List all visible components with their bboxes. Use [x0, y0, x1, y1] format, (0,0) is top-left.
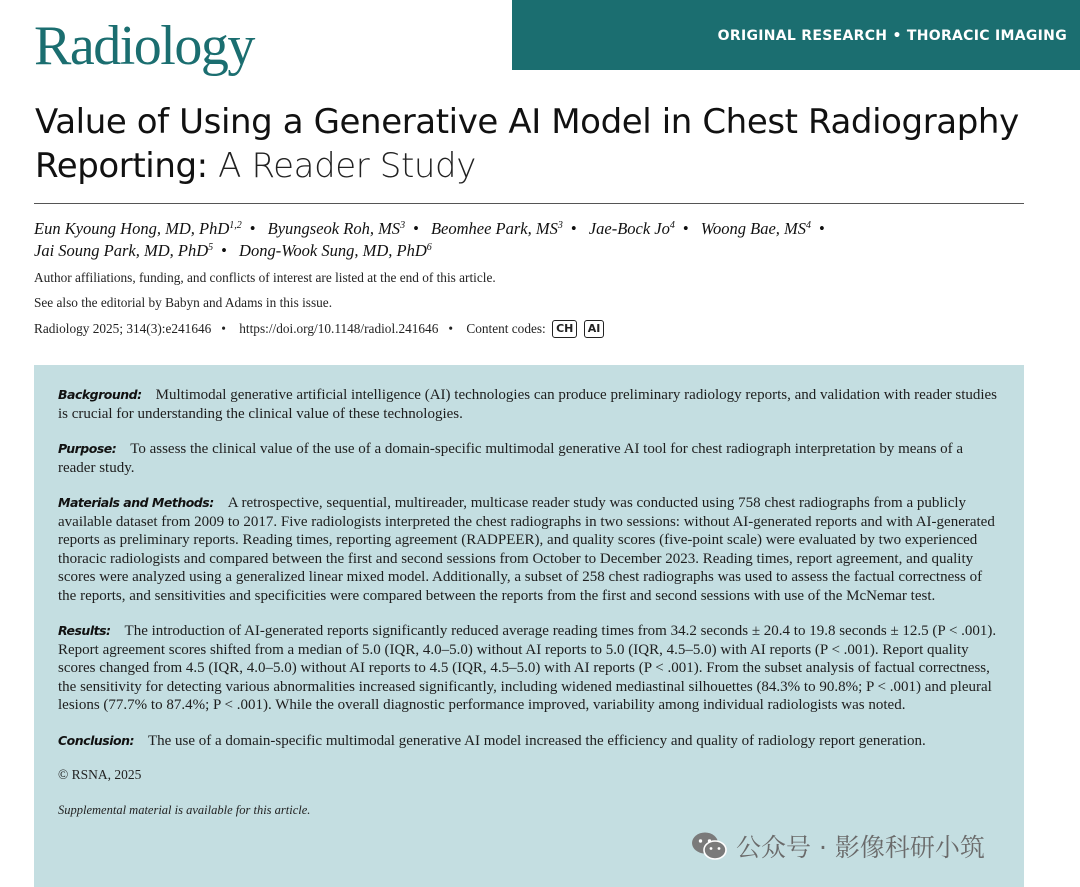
- author-name[interactable]: Eun Kyoung Hong, MD, PhD$^{1,2}$: [34, 219, 242, 238]
- author-name[interactable]: Beomhee Park, $MS^3$: [430, 219, 563, 238]
- editorial-note: See also the editorial by Babyn and Adams in this issue.: [34, 295, 333, 310]
- title-divider: [34, 203, 1024, 204]
- author-name[interactable]: Byungseok Roh, $MS^3$: [267, 219, 406, 238]
- title-main: Value of Using a Generative AI Model in Chest Radiography Reporting:: [35, 102, 1019, 186]
- results-label: Results:: [58, 623, 111, 638]
- affiliations-note: Author affiliations, funding, and conflicts of interest are listed at the end of this article.: [34, 270, 496, 285]
- content-codes-label: Content codes:: [466, 321, 546, 336]
- abstract-box: [34, 365, 1024, 887]
- abstract-purpose: Purpose: To assess the clinical value of the use of a domain-specific multimodal generative AI tool for chest radiograph interpretation by means of a reader study.: [58, 441, 964, 476]
- content-code-badge-ai[interactable]: AI: [584, 320, 605, 338]
- methods-label: Materials and Methods:: [58, 495, 214, 510]
- author-name[interactable]: Dong-Wook Sung, MD, PhD$^6$: [239, 241, 432, 260]
- citation-text: Radiology 2025; 314(3):e241646: [34, 321, 212, 336]
- conclusion-label: Conclusion:: [58, 732, 134, 748]
- category-banner: [512, 0, 1080, 70]
- abstract-methods: Materials and Methods: A retrospective, sequential, multireader, multicase reader study was conducted using 758 chest radiographs from a publicly available dataset from 2009 to 2017. Five radiologists interpreted the chest radiographs in two sessions: without AI-generated reports and with AI-generated reports as preliminary reports. Reading times, reporting agreement (RADPEER), and quality scores (five-point scale) were evaluated by two experienced thoracic radiologists and compared between the first and second sessions from October to December 2023. Reading times, report agreement, and quality scores were analyzed using a generalized linear mixed model. Additionally, a subset of 258 chest radiographs was used to assess the factual correctness of the reports, and sensitivities and specificities were compared between the reports from the first and second sessions with use of the McNemar test.: [58, 495, 995, 604]
- citation-line: Radiology 2025; 314(3):e241646 • https://doi.org/10.1148/radiol.241646 • Content codes: CH AI: [34, 320, 604, 338]
- content-code-badge-ch[interactable]: CH: [552, 320, 577, 338]
- author-name[interactable]: Jae-Bock Jo$^4$: [588, 219, 675, 238]
- abstract-results: Results: The introduction of AI-generated reports significantly reduced average reading times from 34.2 seconds ± 20.4 to 19.8 seconds ± 12.5 (P < .001). Report agreement scores shifted from a median of 5.0 (IQR, 4.0–5.0) without AI reports to 5.0 (IQR, 4.5–5.0) with AI reports (P < .001). Report quality scores changed from 4.5 (IQR, 4.0–5.0) without AI reports to 4.5 (IQR, 4.5–5.0) with AI reports (P < .001). From the subset analysis of factual correctness, the sensitivity for detecting various abnormalities increased significantly, including widened mediastinal silhouettes (84.3% to 90.8%; P < .001) and pleural lesions (77.7% to 87.4%; P < .001). While the overall diagnostic performance improved, variability among individual radiologists was noted.: [58, 623, 997, 713]
- supplemental-note[interactable]: Supplemental material is available for this article.: [58, 803, 311, 817]
- doi-link[interactable]: https://doi.org/10.1148/radiol.241646: [239, 321, 439, 336]
- wechat-icon: [690, 830, 728, 862]
- author-name[interactable]: Jai Soung Park, MD, PhD$^5$: [34, 241, 214, 260]
- abstract-background: Background: Multimodal generative artificial intelligence (AI) technologies can produce preliminary radiology reports, and validation with reader studies is crucial for understanding the clinical value of these technologies.: [58, 387, 998, 422]
- wechat-watermark: [690, 828, 985, 864]
- author-name[interactable]: Woong Bae, $MS^4$: [700, 219, 812, 238]
- category-label: ORIGINAL RESEARCH • THORACIC IMAGING: [717, 28, 1067, 44]
- background-label: Background:: [58, 387, 142, 402]
- article-title: [35, 100, 1025, 188]
- purpose-label: Purpose:: [58, 441, 117, 456]
- abstract-conclusion: Conclusion: The use of a domain-specific multimodal generative AI model increased the efficiency and quality of radiology report generation.: [58, 732, 926, 749]
- watermark-text: 公众号 · 影像科研小筑: [736, 833, 985, 862]
- journal-logo[interactable]: Radiology: [34, 15, 254, 77]
- copyright-notice: © RSNA, 2025: [58, 767, 142, 782]
- title-subtitle: A Reader Study: [218, 146, 476, 186]
- author-list: Eun Kyoung Hong, MD, PhD$^{1,2}$ • Byungseok Roh, $MS^3$ • Beomhee Park, $MS^3$ • Jae-Bock Jo$^4$ • Woong Bae, $MS^4$ • Jai Soung Park, MD, PhD$^5$ • Dong-Wook Sung, MD, PhD$^6$: [34, 219, 825, 260]
